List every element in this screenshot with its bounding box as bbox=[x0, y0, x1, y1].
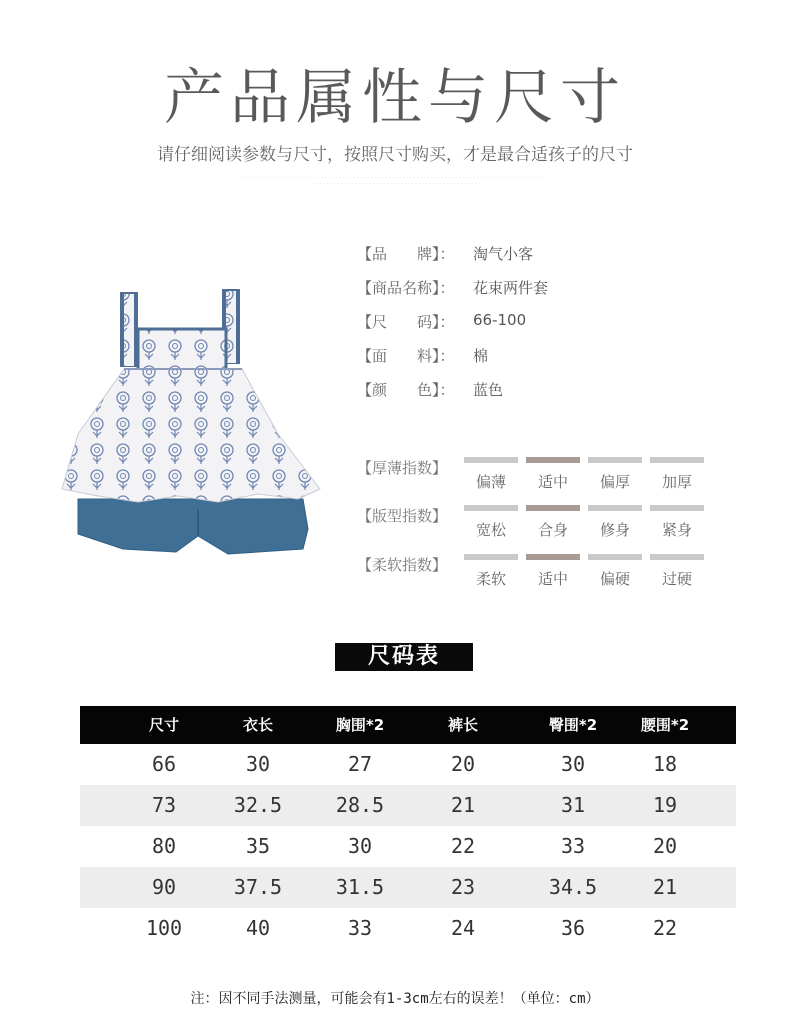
table-cell: 40 bbox=[245, 916, 271, 940]
index-bar bbox=[464, 505, 518, 511]
index-option-label: 偏厚 bbox=[599, 473, 630, 491]
index-option bbox=[650, 505, 704, 540]
attribute-label: 【商品名称】： bbox=[357, 279, 455, 297]
column-header: 腰围*2 bbox=[640, 716, 690, 734]
index-bar bbox=[526, 554, 580, 560]
column-header: 臀围*2 bbox=[548, 716, 598, 734]
table-cell: 90 bbox=[151, 875, 177, 899]
attribute-value: 花束两件套 bbox=[473, 279, 549, 297]
index-bar bbox=[650, 554, 704, 560]
table-cell: 66 bbox=[151, 752, 177, 776]
table-cell: 21 bbox=[450, 793, 476, 817]
table-cell: 20 bbox=[450, 752, 476, 776]
table-cell: 30 bbox=[560, 752, 586, 776]
index-option bbox=[650, 554, 704, 589]
column-header: 尺寸 bbox=[148, 716, 179, 734]
attribute-row-fabric bbox=[357, 345, 657, 367]
index-option bbox=[588, 505, 642, 540]
size-table bbox=[80, 706, 736, 949]
index-option bbox=[526, 457, 580, 492]
index-option-label: 适中 bbox=[537, 570, 568, 588]
table-cell: 34.5 bbox=[548, 875, 598, 899]
measurement-note: 注：因不同手法测量，可能会有1-3cm左右的误差！（单位：cm） bbox=[190, 991, 600, 1007]
table-cell: 33 bbox=[347, 916, 373, 940]
decorative-fineprint-line: · · · · · · · · · · · · · · · · · · · · · · · · · · · · · · · · · · · · · · · · · · · · · · · bbox=[312, 181, 478, 186]
index-bar bbox=[526, 457, 580, 463]
index-bar bbox=[650, 457, 704, 463]
index-option-label: 合身 bbox=[537, 521, 568, 539]
table-cell: 30 bbox=[347, 834, 373, 858]
table-cell: 36 bbox=[560, 916, 586, 940]
table-cell: 31.5 bbox=[335, 875, 385, 899]
attribute-value: 蓝色 bbox=[473, 381, 504, 399]
table-row bbox=[80, 826, 736, 867]
table-cell: 24 bbox=[450, 916, 476, 940]
table-cell: 31 bbox=[560, 793, 586, 817]
index-option bbox=[464, 457, 518, 492]
page-subtitle: 请仔细阅读参数与尺寸，按照尺寸购买，才是最合适孩子的尺寸 bbox=[157, 145, 633, 165]
index-option bbox=[526, 554, 580, 589]
table-cell: 19 bbox=[652, 793, 678, 817]
index-option-label: 宽松 bbox=[475, 521, 506, 539]
index-option bbox=[650, 457, 704, 492]
attribute-row-color bbox=[357, 379, 657, 401]
attribute-label: 【颜 色】： bbox=[357, 381, 455, 399]
table-cell: 100 bbox=[145, 916, 183, 940]
index-bar bbox=[588, 505, 642, 511]
index-bar bbox=[588, 457, 642, 463]
index-option bbox=[464, 554, 518, 589]
index-label: 【柔软指数】 bbox=[357, 556, 448, 574]
table-cell: 33 bbox=[560, 834, 586, 858]
table-cell: 23 bbox=[450, 875, 476, 899]
attribute-value: 棉 bbox=[473, 347, 489, 365]
index-option bbox=[526, 505, 580, 540]
index-option bbox=[588, 457, 642, 492]
index-label: 【厚薄指数】 bbox=[357, 459, 448, 477]
attribute-row-brand bbox=[357, 243, 657, 265]
table-row bbox=[80, 908, 736, 949]
size-chart-banner: 尺码表 bbox=[335, 643, 473, 671]
column-header: 衣长 bbox=[242, 716, 273, 734]
index-bar bbox=[588, 554, 642, 560]
attribute-value: 66-100 bbox=[473, 311, 527, 329]
table-cell: 32.5 bbox=[233, 793, 283, 817]
table-header bbox=[80, 706, 736, 744]
index-bar bbox=[526, 505, 580, 511]
attribute-row-name bbox=[357, 277, 657, 299]
table-cell: 22 bbox=[450, 834, 476, 858]
decorative-fineprint-line: · · · · · · · · · · · · · · · · · · · · · · · · · · · · · · · · · · · · · · · · · · · · · · · · · · · · · · · · · · · · · · · · · · · · · · · · · · · · · · · · · · · · · · bbox=[243, 175, 547, 180]
attribute-label: 【尺 码】： bbox=[357, 313, 455, 331]
index-option-label: 偏硬 bbox=[599, 570, 630, 588]
table-cell: 35 bbox=[245, 834, 271, 858]
index-option-label: 过硬 bbox=[661, 570, 692, 588]
table-row bbox=[80, 867, 736, 908]
table-cell: 28.5 bbox=[335, 793, 385, 817]
table-cell: 22 bbox=[652, 916, 678, 940]
product-image bbox=[58, 284, 323, 562]
page-title: 产品属性与尺寸 bbox=[164, 63, 626, 133]
table-cell: 80 bbox=[151, 834, 177, 858]
index-fit bbox=[357, 505, 737, 545]
column-header: 裤长 bbox=[447, 716, 478, 734]
table-row bbox=[80, 785, 736, 826]
attribute-label: 【品 牌】： bbox=[357, 245, 455, 263]
table-cell: 73 bbox=[151, 793, 177, 817]
attribute-row-size bbox=[357, 311, 657, 333]
column-header: 胸围*2 bbox=[335, 716, 385, 734]
index-option-label: 紧身 bbox=[661, 521, 692, 539]
index-option-label: 偏薄 bbox=[475, 473, 506, 491]
index-option bbox=[464, 505, 518, 540]
attribute-value: 淘气小客 bbox=[473, 245, 534, 263]
index-option-label: 修身 bbox=[599, 521, 630, 539]
table-cell: 27 bbox=[347, 752, 373, 776]
index-label: 【版型指数】 bbox=[357, 507, 448, 525]
index-bar bbox=[464, 457, 518, 463]
index-thickness bbox=[357, 457, 737, 497]
table-cell: 20 bbox=[652, 834, 678, 858]
table-cell: 30 bbox=[245, 752, 271, 776]
table-cell: 18 bbox=[652, 752, 678, 776]
index-option bbox=[588, 554, 642, 589]
table-cell: 21 bbox=[652, 875, 678, 899]
attribute-label: 【面 料】： bbox=[357, 347, 455, 365]
index-bar bbox=[464, 554, 518, 560]
index-option-label: 加厚 bbox=[661, 473, 692, 491]
index-option-label: 适中 bbox=[537, 473, 568, 491]
index-softness bbox=[357, 554, 737, 594]
index-option-label: 柔软 bbox=[475, 570, 506, 588]
table-cell: 37.5 bbox=[233, 875, 283, 899]
index-bar bbox=[650, 505, 704, 511]
table-row bbox=[80, 744, 736, 785]
